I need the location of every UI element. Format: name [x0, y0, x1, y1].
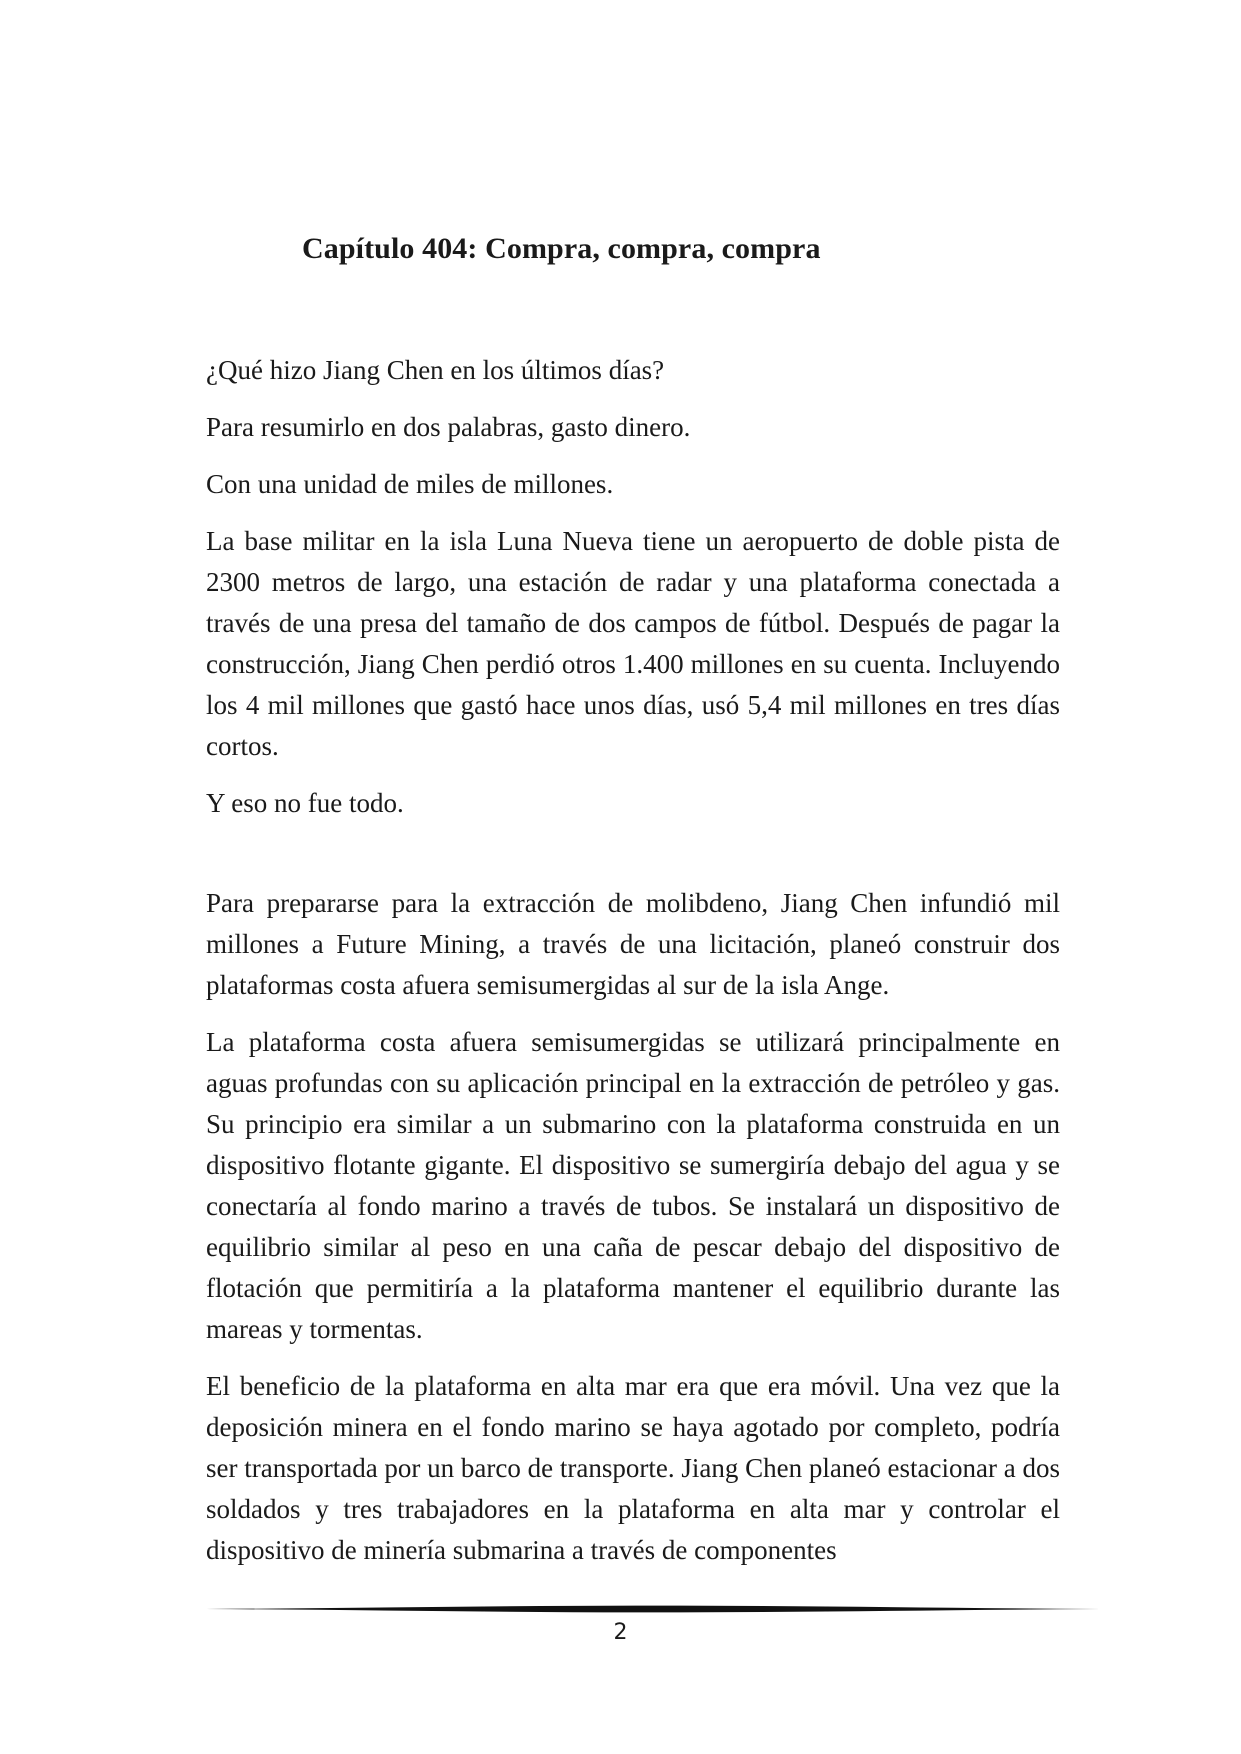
- paragraph: La plataforma costa afuera semisumergidas se utilizará principalmente en aguas profundas con su aplicación principal en la extracción de petróleo y gas. Su principio era similar a un submarino con la plataforma construida en un dispositivo flotante gigante. El dispositivo se sumergiría debajo del agua y se conectaría al fondo marino a través de tubos. Se instalará un dispositivo de equilibrio similar al peso en una caña de pescar debajo del dispositivo de flotación que permitiría a la plataforma mantener el equilibrio durante las mareas y tormentas.: [206, 1027, 1060, 1344]
- paragraph: El beneficio de la plataforma en alta mar era que era móvil. Una vez que la deposición minera en el fondo marino se haya agotado por completo, podría ser transportada por un barco de transporte. Jiang Chen planeó estacionar a dos soldados y tres trabajadores en la plataforma en alta mar y controlar el dispositivo de minería submarina a través de componentes: [206, 1371, 1060, 1565]
- paragraph: Con una unidad de miles de millones.: [206, 469, 614, 499]
- body-text: [206, 350, 1060, 1587]
- page-number: 2: [613, 1620, 628, 1645]
- chapter-title: Capítulo 404: Compra, compra, compra: [302, 232, 821, 265]
- paragraph: Y eso no fue todo.: [206, 788, 404, 818]
- paragraph: ¿Qué hizo Jiang Chen en los últimos días?: [206, 355, 665, 385]
- paragraph: Para prepararse para la extracción de molibdeno, Jiang Chen infundió mil millones a Future Mining, a través de una licitación, planeó construir dos plataformas costa afuera semisumergidas al sur de la isla Ange.: [206, 888, 1060, 1000]
- paragraph: Para resumirlo en dos palabras, gasto dinero.: [206, 412, 691, 442]
- footer-divider: [206, 1604, 1100, 1614]
- paragraph: La base militar en la isla Luna Nueva tiene un aeropuerto de doble pista de 2300 metros de largo, una estación de radar y una plataforma conectada a través de una presa del tamaño de dos campos de fútbol. Después de pagar la construcción, Jiang Chen perdió otros 1.400 millones en su cuenta. Incluyendo los 4 mil millones que gastó hace unos días, usó 5,4 mil millones en tres días cortos.: [206, 526, 1060, 761]
